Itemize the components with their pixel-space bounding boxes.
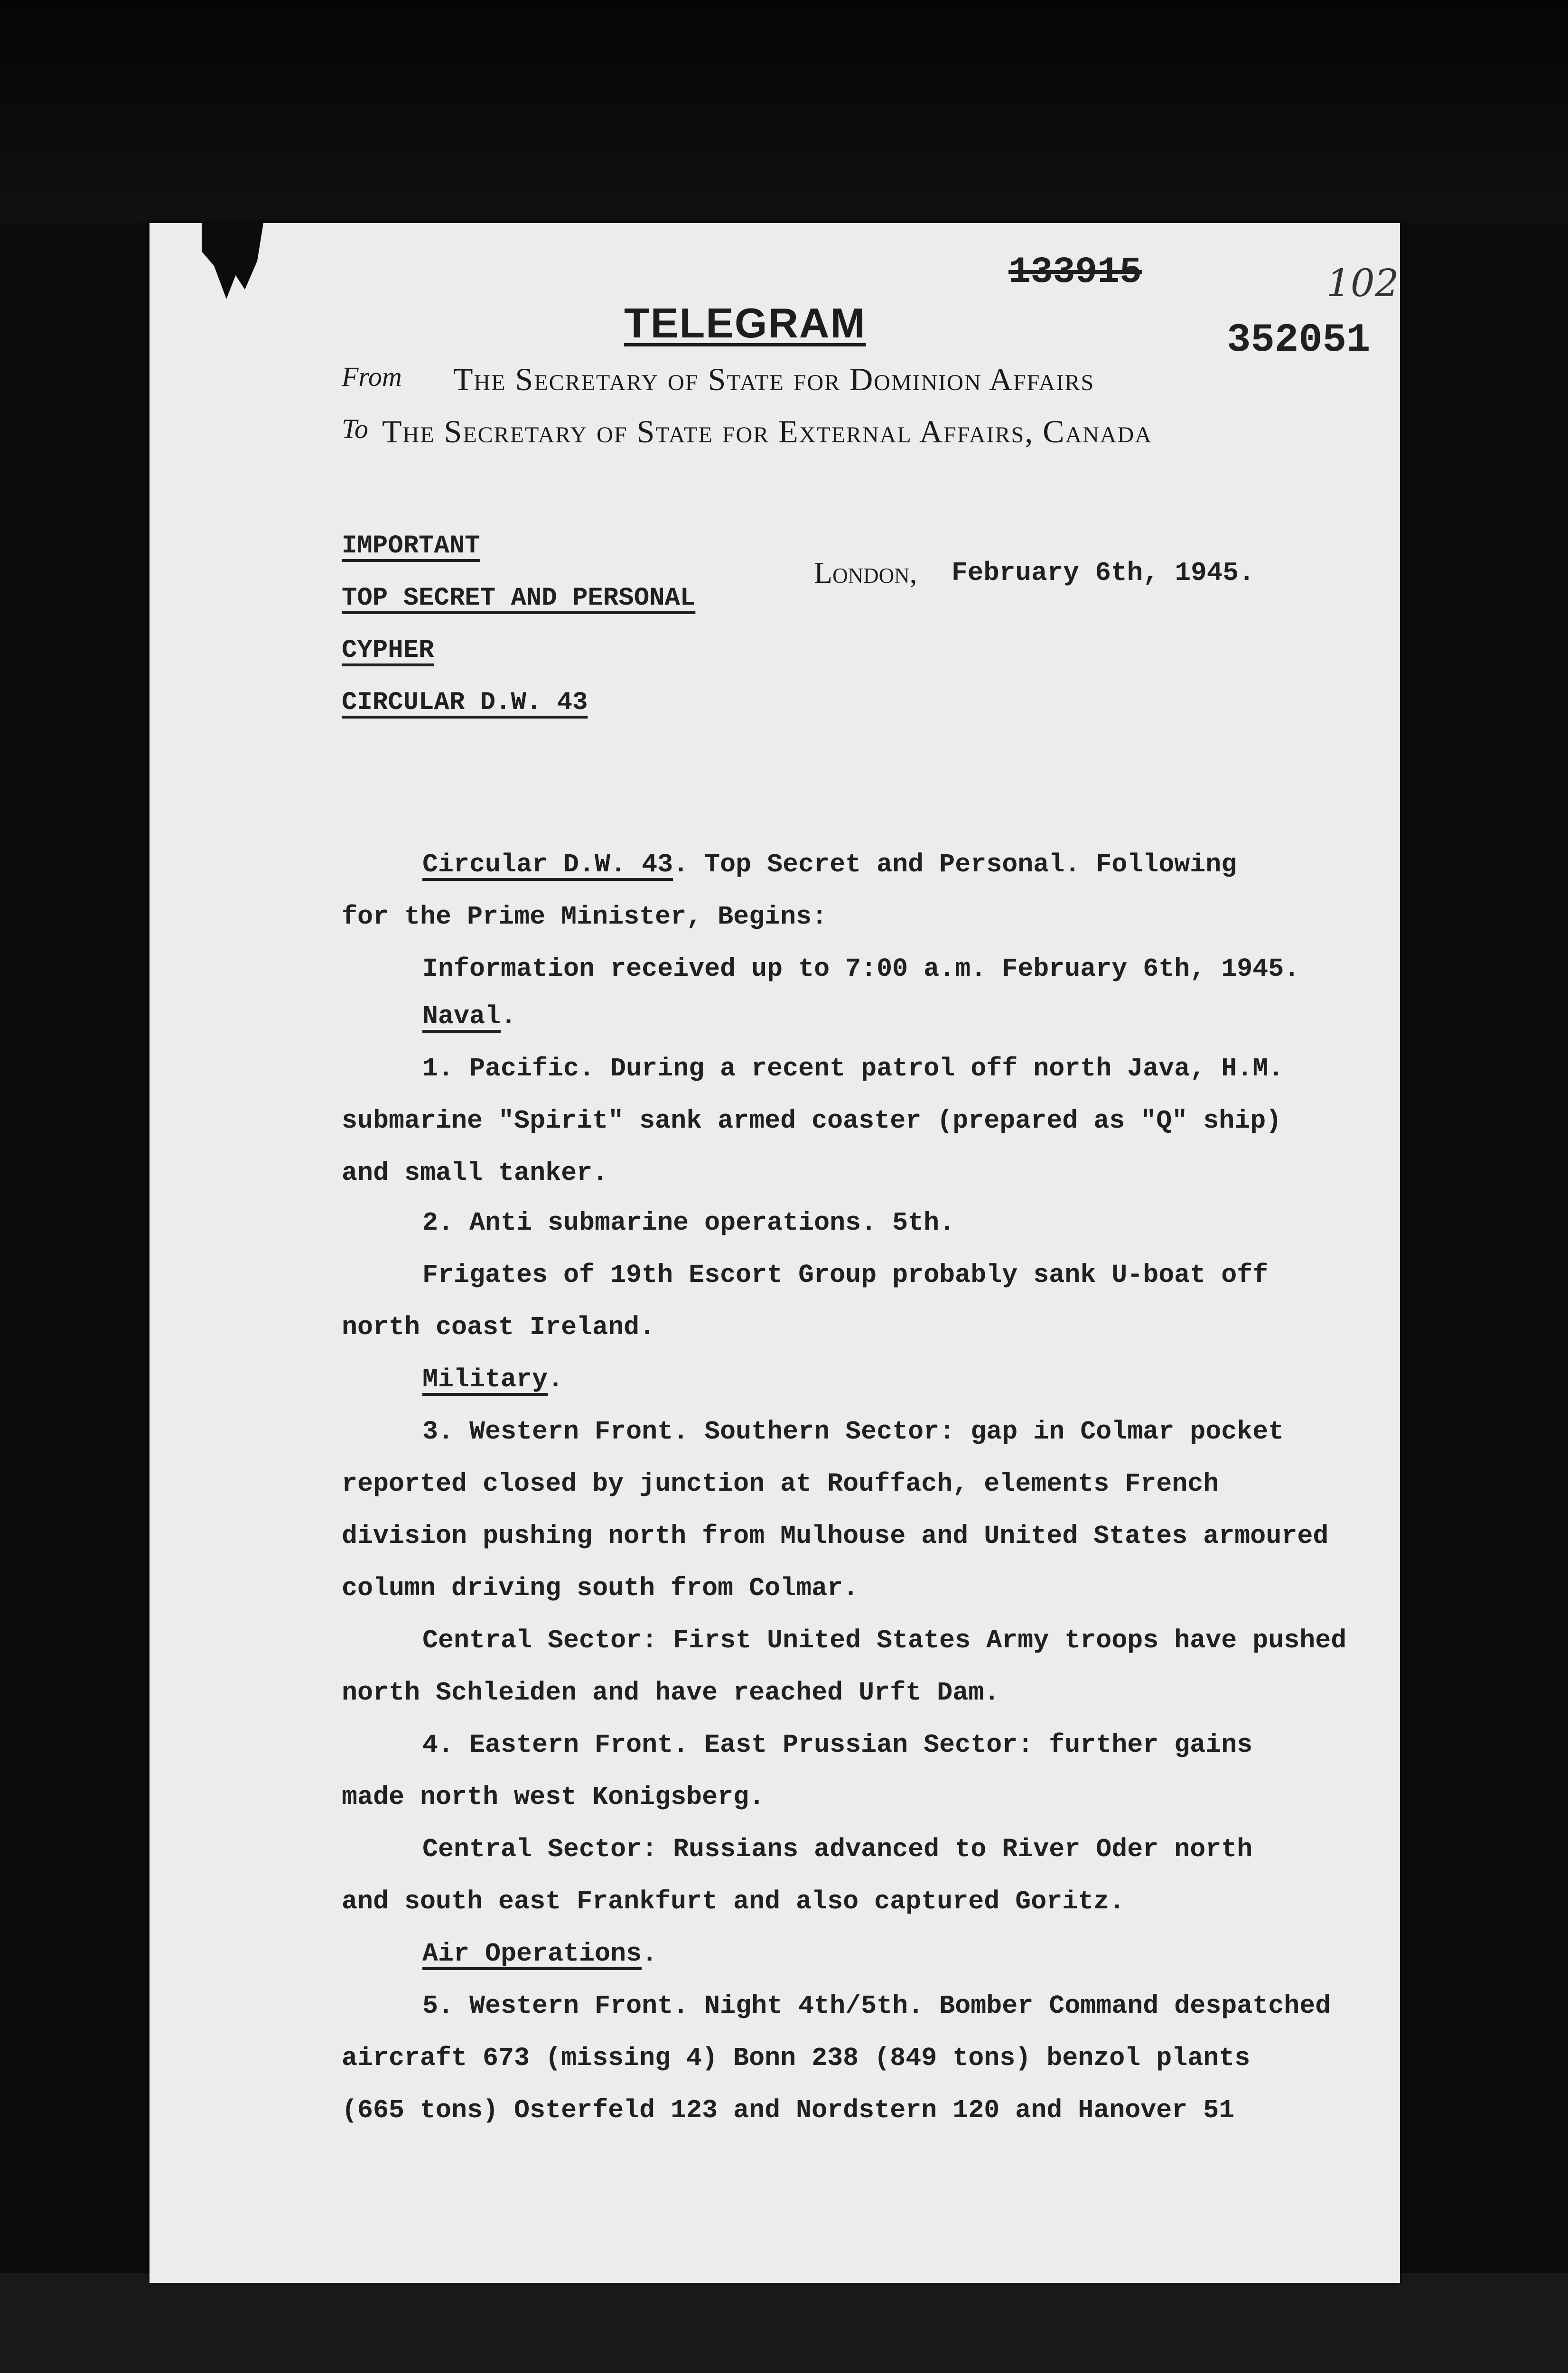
body-line: 3. Western Front. Southern Sector: gap in Colmar pocket (422, 1417, 1284, 1447)
handwritten-note: 102 (1326, 261, 1399, 305)
section-heading-air-operations: Air Operations. (422, 1939, 658, 1969)
classification-important: IMPORTANT (342, 532, 480, 561)
film-border-top (0, 0, 1568, 223)
body-line: Information received up to 7:00 a.m. February 6th, 1945. (422, 954, 1300, 984)
circular-reference: Circular D.W. 43 (422, 850, 673, 879)
torn-corner (202, 223, 263, 318)
body-line: aircraft 673 (missing 4) Bonn 238 (849 tons) benzol plants (342, 2043, 1251, 2073)
section-heading-naval: Naval. (422, 1001, 517, 1031)
date: February 6th, 1945. (952, 558, 1255, 588)
body-line: reported closed by junction at Rouffach, elements French (342, 1469, 1219, 1499)
telegram-title: TELEGRAM (624, 299, 866, 346)
body-line: Central Sector: Russians advanced to River Oder north (422, 1834, 1253, 1864)
film-border-middle (0, 2273, 1568, 2373)
section-heading-military: Military. (422, 1364, 564, 1394)
struck-number: 133915 (1008, 252, 1142, 293)
body-line: 4. Eastern Front. East Prussian Sector: further gains (422, 1730, 1253, 1760)
place: London, (814, 556, 917, 589)
classification-top-secret: TOP SECRET AND PERSONAL (342, 584, 696, 613)
body-line: and south east Frankfurt and also captured Goritz. (342, 1887, 1125, 1916)
body-line: north Schleiden and have reached Urft Dam. (342, 1678, 1000, 1708)
body-line: and small tanker. (342, 1158, 608, 1188)
classification-cypher: CYPHER (342, 636, 434, 665)
body-line: for the Prime Minister, Begins: (342, 902, 828, 932)
body-line: north coast Ireland. (342, 1312, 655, 1342)
body-line: 5. Western Front. Night 4th/5th. Bomber Command despatched (422, 1991, 1331, 2021)
body-line: Frigates of 19th Escort Group probably sank U-boat off (422, 1260, 1269, 1290)
from-label: From (342, 361, 402, 392)
body-line: submarine "Spirit" sank armed coaster (prepared as "Q" ship) (342, 1106, 1282, 1136)
body-line: column driving south from Colmar. (342, 1573, 859, 1603)
classification-circular: CIRCULAR D.W. 43 (342, 688, 588, 717)
body-line: made north west Konigsberg. (342, 1782, 765, 1812)
recipient: The Secretary of State for External Affairs, Canada (382, 413, 1152, 449)
body-line: 1. Pacific. During a recent patrol off north Java, H.M. (422, 1054, 1284, 1084)
body-line: (665 tons) Osterfeld 123 and Nordstern 120 and Hanover 51 (342, 2095, 1235, 2125)
sender: The Secretary of State for Dominion Affairs (453, 361, 1095, 397)
body-line: 2. Anti submarine operations. 5th. (422, 1208, 955, 1238)
telegram-page (149, 223, 1400, 2283)
serial-number: 352051 (1227, 318, 1371, 363)
body-line: division pushing north from Mulhouse and United States armoured (342, 1521, 1329, 1551)
body-line: Central Sector: First United States Army troops have pushed (422, 1626, 1347, 1655)
body-line (422, 850, 1237, 879)
body-line-text: . Top Secret and Personal. Following (673, 850, 1237, 879)
to-label: To (342, 413, 368, 444)
